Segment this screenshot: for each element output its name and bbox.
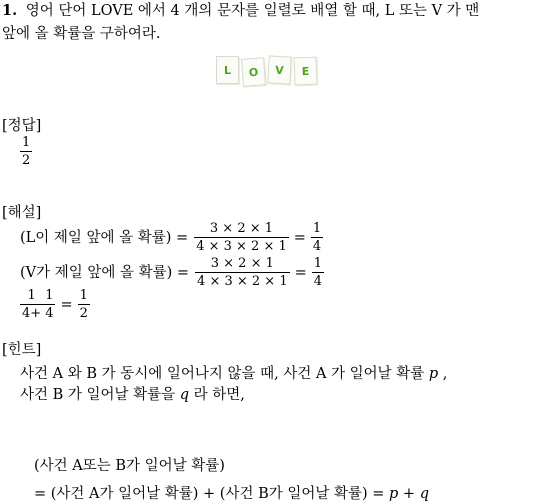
- sum-result: [78, 288, 90, 321]
- hint-line-2-text: 사건 B 가 일어날 확률을: [20, 387, 176, 403]
- sum-equals: =: [60, 296, 73, 313]
- sum-fraction-a: [20, 288, 43, 321]
- hint-formula-2-text: = (사건 A가 일어날 확률) + (사건 B가 일어날 확률) =: [34, 486, 385, 502]
- problem-text-1: 영어 단어 LOVE 에서 4 개의 문자를 일렬로 배열 할 때, L 또는 V 가 맨: [25, 3, 480, 19]
- row2-label: (V가 제일 앞에 올 확률) =: [20, 264, 190, 281]
- row1-result-numerator: 1: [312, 221, 322, 236]
- hint-formula-1: (사건 A또는 B가 일어날 확률): [34, 458, 225, 474]
- sum-plus: +: [30, 306, 42, 321]
- sum-result-denominator: 2: [79, 306, 88, 321]
- explanation-row-2: [20, 256, 324, 289]
- row2-numerator: 3 × 2 × 1: [210, 256, 274, 271]
- card-v: V: [267, 55, 291, 84]
- row2-result-numerator: 1: [313, 256, 323, 271]
- sum-b-denominator: 4: [45, 306, 54, 321]
- row1-denominator: 4 × 3 × 2 × 1: [196, 239, 287, 254]
- row2-result: [312, 256, 324, 289]
- sum-a-denominator: [20, 304, 43, 321]
- hint-formula-plus: +: [398, 486, 420, 502]
- hint-formula-p: p: [389, 486, 399, 502]
- hint-var-q: q: [179, 387, 190, 403]
- row1-equals: =: [293, 229, 306, 246]
- hint-line-1-comma: ,: [442, 366, 448, 382]
- answer-numerator: 1: [22, 135, 31, 150]
- row1-result-denominator: 4: [312, 239, 322, 254]
- row2-equals: =: [294, 264, 307, 281]
- hint-formula-q: q: [419, 486, 429, 502]
- row2-result-denominator: 4: [313, 274, 323, 289]
- explanation-heading: [해설]: [2, 205, 42, 221]
- sum-a-den-value: 4: [22, 306, 31, 321]
- row2-fraction: [195, 256, 290, 289]
- hint-heading: [힌트]: [2, 342, 42, 358]
- hint-line-2-suffix: 라 하면,: [193, 387, 245, 403]
- row1-numerator: 3 × 2 × 1: [209, 221, 274, 236]
- sum-result-numerator: 1: [79, 288, 88, 303]
- explanation-sum: [20, 288, 90, 321]
- problem-number: 1.: [2, 2, 18, 19]
- hint-line-1-text: 사건 A 와 B 가 동시에 일어나지 않을 때, 사건 A 가 일어날 확률: [20, 366, 425, 382]
- sum-fraction-b: [43, 288, 55, 321]
- sum-a-numerator: 1: [27, 288, 36, 303]
- problem-line-1: [2, 2, 479, 20]
- explanation-row-1: [20, 221, 323, 254]
- card-o: O: [241, 57, 266, 87]
- problem-text-2: 앞에 올 확률을 구하여라.: [2, 26, 161, 42]
- row1-result: [311, 221, 323, 254]
- answer-heading: [정답]: [2, 118, 42, 134]
- row1-label: (L이 제일 앞에 올 확률) =: [20, 229, 189, 246]
- hint-line-1: [20, 365, 447, 383]
- row1-fraction: [194, 221, 289, 254]
- hint-formula-2: [34, 485, 429, 503]
- hint-line-2: [20, 386, 245, 404]
- card-l: L: [216, 56, 239, 84]
- love-cards-image: [216, 56, 317, 86]
- answer-denominator: 2: [22, 153, 31, 168]
- row2-denominator: 4 × 3 × 2 × 1: [197, 274, 288, 289]
- answer-fraction: [20, 135, 32, 168]
- sum-b-numerator: 1: [45, 288, 54, 303]
- hint-var-p: p: [428, 366, 439, 382]
- card-e: E: [294, 57, 318, 86]
